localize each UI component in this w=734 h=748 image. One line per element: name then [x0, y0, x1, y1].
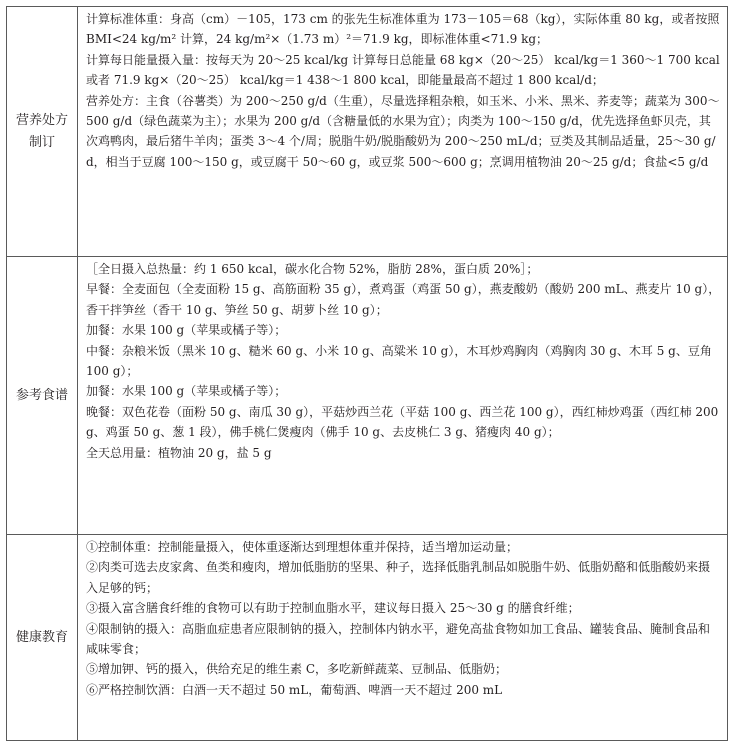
row-label-cell: [7, 535, 78, 741]
table-row: [7, 257, 728, 535]
row-content-cell: [78, 7, 728, 257]
table-row: [7, 7, 728, 257]
content-line: 早餐：全麦面包（全麦面粉 15 g、高筋面粉 35 g），煮鸡蛋（鸡蛋 50 g），燕麦酸奶（酸奶 200 mL、燕麦片 10 g），香干拌笋丝（香干 10 g、笋丝 50 g、胡萝卜丝 10 g）；: [86, 282, 721, 317]
row-label-cell: [7, 257, 78, 535]
row-content-cell: [78, 257, 728, 535]
table-row: [7, 535, 728, 741]
content-line: 加餐：水果 100 g（苹果或橘子等）；: [86, 384, 287, 399]
content-line: 计算每日能量摄入量：按每天为 20～25 kcal/kg 计算每日总能量 68 kg×（20～25） kcal/kg＝1 360～1 700 kcal 或者 71.9 kg×（20～25） kcal/kg＝1 438～1 800 kcal，即能量最高不超过 1 800 kcal/d；: [86, 52, 720, 88]
row-label: 参考食谱: [15, 387, 68, 403]
content-line: 晚餐：双色花卷（面粉 50 g、南瓜 30 g），平菇炒西兰花（平菇 100 g、西兰花 100 g），西红柿炒鸡蛋（西红柿 200 g、鸡蛋 50 g、葱 1 段），佛手桃仁煲瘦肉（佛手 10 g、去皮桃仁 3 g、猪瘦肉 40 g）；: [86, 404, 719, 440]
content-line: ③摄入富含膳食纤维的食物可以有助于控制血脂水平，建议每日摄入 25～30 g 的膳食纤维；: [86, 601, 580, 616]
row-label-cell: [7, 7, 78, 257]
content-line: 中餐：杂粮米饭（黑米 10 g、糙米 60 g、小米 10 g、高粱米 10 g），木耳炒鸡胸肉（鸡胸肉 30 g、木耳 5 g、豆角 100 g）；: [86, 343, 712, 379]
content-line: ②肉类可选去皮家禽、鱼类和瘦肉，增加低脂肪的坚果、种子，选择低脂乳制品如脱脂牛奶、低脂奶酪和低脂酸奶来摄入足够的钙；: [86, 560, 711, 595]
content-line: ⑥严格控制饮酒：白酒一天不超过 50 mL，葡萄酒、啤酒一天不超过 200 mL: [86, 682, 503, 697]
content-line: 全天总用量：植物油 20 g，盐 5 g: [86, 445, 272, 460]
content-line: ①控制体重：控制能量摄入，使体重逐渐达到理想体重并保持，适当增加运动量；: [86, 540, 519, 554]
content-line: 加餐：水果 100 g（苹果或橘子等）；: [86, 323, 287, 338]
content-line: ④限制钠的摄入：高脂血症患者应限制钠的摄入，控制体内钠水平，避免高盐食物如加工食品、罐装食品、腌制食品和咸味零食；: [86, 621, 711, 657]
content-line: ［全日摄入总热量：约 1 650 kcal，碳水化合物 52%，脂肪 28%，蛋白质 20%］；: [86, 262, 539, 276]
content-line: 计算标准体重：身高（cm）－105，173 cm 的张先生标准体重为 173－105＝68（kg），实际体重 80 kg，或者按照 BMI<24 kg/m² 计算，24 kg/m²×（1.73 m）²＝71.9 kg，即标准体重<71.9 kg；: [86, 12, 720, 47]
nutrition-table: [6, 6, 728, 741]
row-content-cell: [78, 535, 728, 741]
content-line: ⑤增加钾、钙的摄入，供给充足的维生素 C，多吃新鲜蔬菜、豆制品、低脂奶；: [86, 662, 507, 677]
row-label: 健康教育: [15, 629, 68, 645]
content-line: 营养处方：主食（谷薯类）为 200～250 g/d（生重），尽量选择粗杂粮，如玉米、小米、黑米、荞麦等；蔬菜为 300～500 g/d（绿色蔬菜为主）；水果为 200 g/d（含糖量低的水果为宜）；肉类为 100～150 g/d，优先选择鱼虾贝壳，其次鸡鸭肉，最后猪牛羊肉；蛋类 3～4 个/周；脱脂牛奶/脱脂酸奶为 200～250 mL/d；豆类及其制品适量，25～30 g/d，相当于豆腐 100～150 g，或豆腐干 50～60 g，或豆浆 500～600 g；烹调用植物油 20～25 g/d；食盐<5 g/d: [86, 93, 720, 169]
row-label: 营养处方制订: [15, 112, 68, 150]
